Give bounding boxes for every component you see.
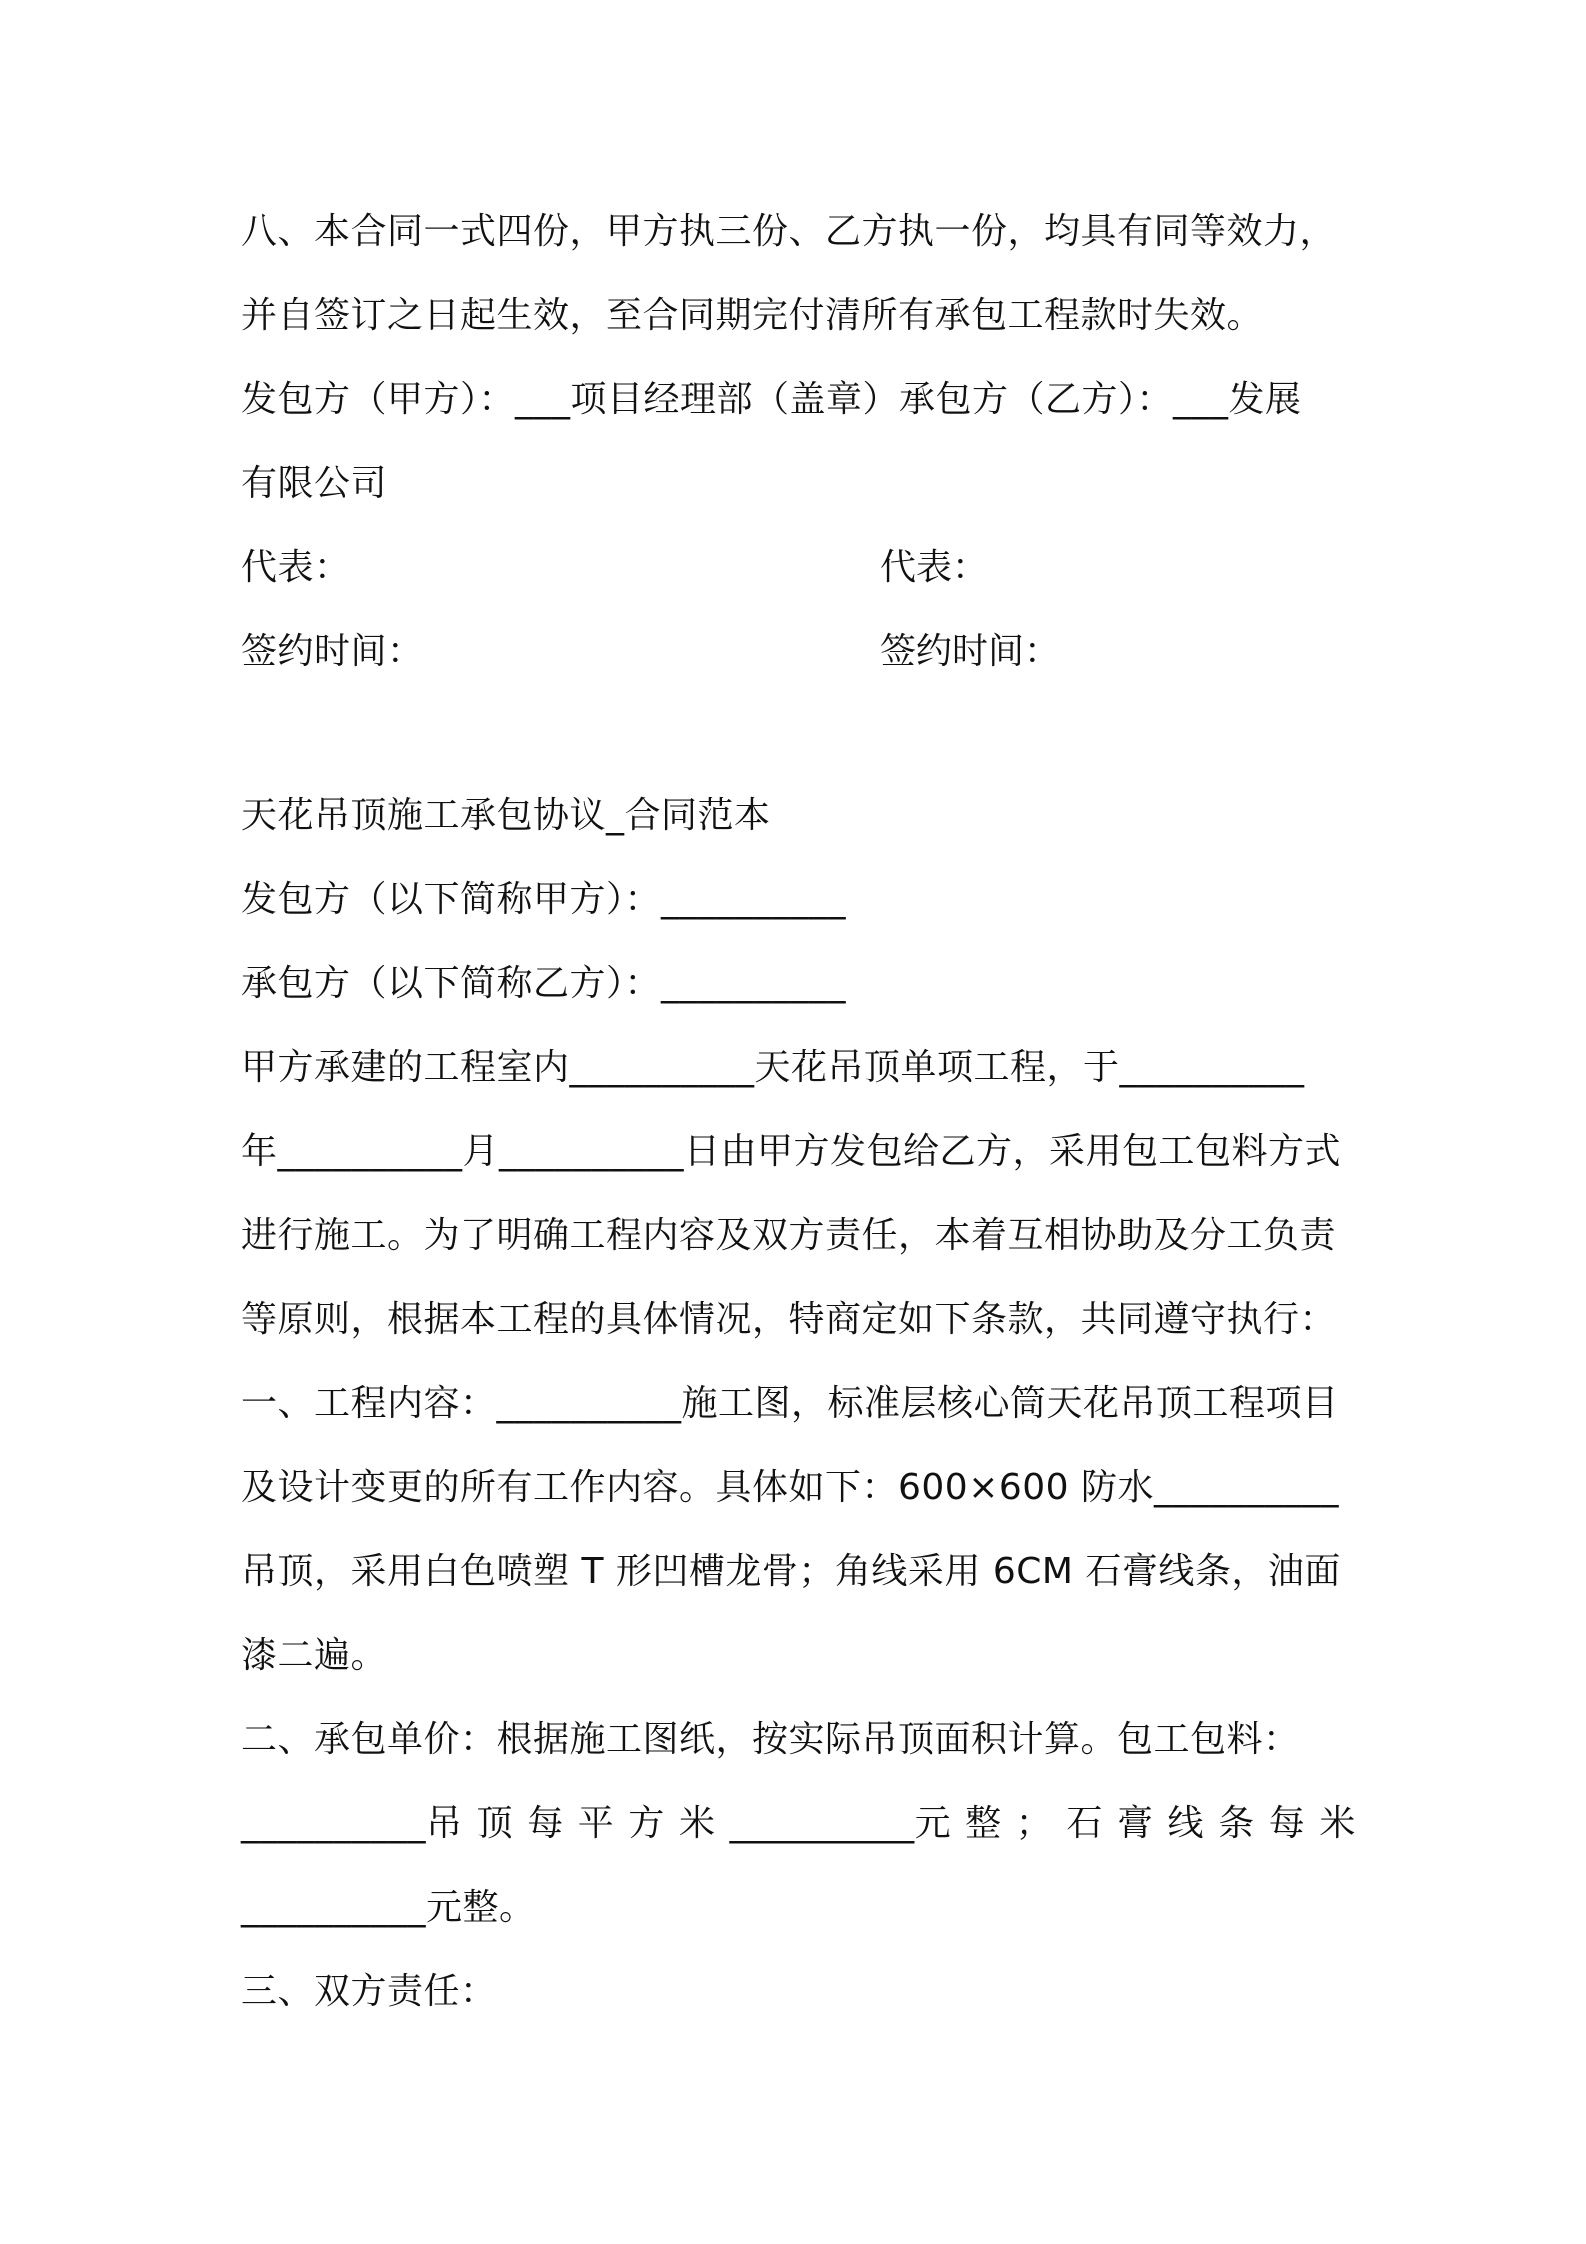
representative-right: 代表： — [880, 547, 989, 588]
price-text-part: 膏 — [1116, 1803, 1154, 1844]
section-1-line-3: 吊顶，采用白色喷塑 T 形凹槽龙骨；角线采用 6CM 石膏线条，油面 — [241, 1551, 1341, 1592]
price-text-part: __________元 — [729, 1803, 952, 1844]
intro-line-1: 甲方承建的工程室内__________天花吊顶单项工程，于__________ — [241, 1047, 1305, 1088]
price-text-part: __________吊 — [241, 1803, 463, 1844]
section-1-line-1: 一、工程内容：__________施工图，标准层核心筒天花吊顶工程项目 — [241, 1383, 1339, 1424]
document-title: 天花吊顶施工承包协议_合同范本 — [241, 795, 771, 836]
price-text-part: ； — [1015, 1803, 1053, 1844]
intro-line-4: 等原则，根据本工程的具体情况，特商定如下条款，共同遵守执行： — [241, 1299, 1337, 1340]
section-2-line-2 — [241, 1800, 1356, 1848]
section-2-line-3: __________元整。 — [241, 1887, 536, 1928]
price-text-part: 每 — [1268, 1803, 1306, 1844]
signature-parties-line-1: 发包方（甲方）：___项目经理部（盖章）承包方（乙方）：___发展 — [241, 379, 1302, 420]
price-text-part: 米 — [678, 1803, 716, 1844]
price-text-part: 方 — [628, 1803, 665, 1844]
price-text-part: 顶 — [476, 1803, 514, 1844]
price-text-part: 整 — [965, 1803, 1002, 1844]
price-text-part: 米 — [1319, 1803, 1356, 1844]
representative-left: 代表： — [241, 547, 351, 588]
intro-line-3: 进行施工。为了明确工程内容及双方责任，本着互相协助及分工负责 — [241, 1215, 1337, 1256]
signature-parties-line-2: 有限公司 — [241, 463, 388, 504]
price-text-part: 条 — [1218, 1803, 1255, 1844]
section-1-line-4: 漆二遍。 — [241, 1635, 388, 1676]
clause-8-line-2: 并自签订之日起生效，至合同期完付清所有承包工程款时失效。 — [241, 295, 1264, 336]
section-1-line-2: 及设计变更的所有工作内容。具体如下：600×600 防水__________ — [241, 1467, 1340, 1508]
party-a-line: 发包方（以下简称甲方）：__________ — [241, 879, 847, 920]
sign-date-left: 签约时间： — [241, 631, 424, 672]
section-2-line-1: 二、承包单价：根据施工图纸，按实际吊顶面积计算。包工包料： — [241, 1719, 1300, 1760]
price-text-part: 线 — [1167, 1803, 1205, 1844]
intro-line-2: 年__________月__________日由甲方发包给乙方，采用包工包料方式 — [241, 1131, 1342, 1172]
price-text-part: 石 — [1066, 1803, 1103, 1844]
section-3-heading: 三、双方责任： — [241, 1971, 497, 2012]
sign-date-right: 签约时间： — [880, 631, 1061, 672]
party-b-line: 承包方（以下简称乙方）：__________ — [241, 963, 847, 1004]
price-text-part: 每 — [527, 1803, 564, 1844]
price-text-part: 平 — [577, 1803, 615, 1844]
clause-8-line-1: 八、本合同一式四份，甲方执三份、乙方执一份，均具有同等效力， — [241, 211, 1337, 252]
